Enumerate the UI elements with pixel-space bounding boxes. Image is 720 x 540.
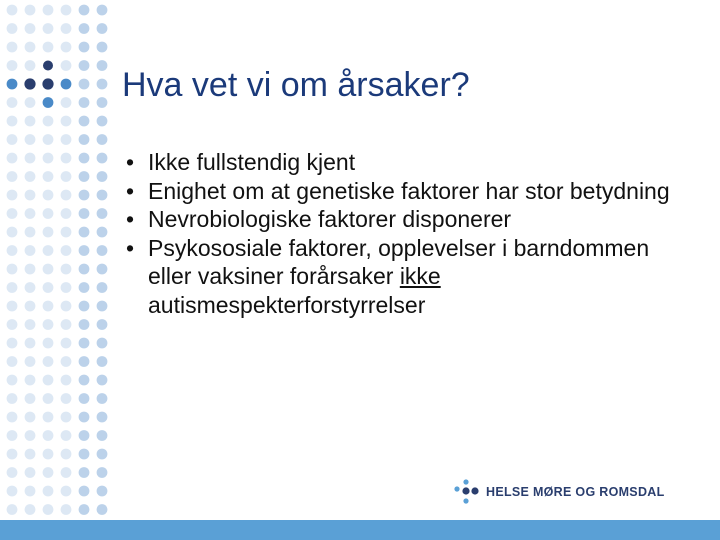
grid-dot <box>43 393 54 404</box>
grid-dot <box>79 79 90 90</box>
grid-dot <box>25 467 36 478</box>
grid-dot <box>43 412 54 423</box>
grid-dot <box>61 23 72 34</box>
grid-dot <box>7 504 18 515</box>
grid-dot <box>97 171 108 182</box>
grid-dot <box>43 301 54 312</box>
grid-dot <box>79 42 90 53</box>
grid-dot <box>97 245 108 256</box>
grid-dot <box>25 486 36 497</box>
grid-dot <box>7 171 18 182</box>
grid-dot <box>61 208 72 219</box>
grid-dot <box>61 79 72 90</box>
grid-dot <box>7 245 18 256</box>
grid-dot <box>25 449 36 460</box>
grid-dot <box>43 190 54 201</box>
grid-dot <box>42 78 53 89</box>
footer-bar <box>0 520 720 540</box>
grid-dot <box>7 467 18 478</box>
grid-dot <box>43 42 54 53</box>
grid-dot <box>79 449 90 460</box>
grid-dot <box>79 5 90 16</box>
grid-dot <box>7 356 18 367</box>
grid-dot <box>25 134 36 145</box>
grid-dot <box>79 486 90 497</box>
grid-dot <box>7 116 18 127</box>
grid-dot <box>97 356 108 367</box>
grid-dot <box>79 282 90 293</box>
grid-dot <box>43 245 54 256</box>
grid-dot <box>97 60 108 71</box>
grid-dot <box>61 412 72 423</box>
grid-dot <box>61 356 72 367</box>
grid-dot <box>97 504 108 515</box>
grid-dot <box>97 79 108 90</box>
grid-dot <box>7 449 18 460</box>
grid-dot <box>7 153 18 164</box>
grid-dot <box>7 97 18 108</box>
grid-dot <box>25 356 36 367</box>
grid-dot <box>43 227 54 238</box>
grid-dot <box>43 23 54 34</box>
grid-dot <box>97 23 108 34</box>
grid-dot <box>43 449 54 460</box>
grid-dot <box>7 264 18 275</box>
grid-dot <box>61 393 72 404</box>
grid-dot <box>79 153 90 164</box>
grid-dot <box>61 449 72 460</box>
grid-dot <box>97 282 108 293</box>
grid-dot <box>97 430 108 441</box>
grid-dot <box>61 153 72 164</box>
grid-dot <box>7 42 18 53</box>
grid-dot <box>61 504 72 515</box>
grid-dot <box>25 97 36 108</box>
grid-dot <box>43 486 54 497</box>
grid-dot <box>25 430 36 441</box>
grid-dot <box>7 5 18 16</box>
grid-dot <box>79 375 90 386</box>
grid-dot <box>61 42 72 53</box>
grid-dot <box>79 393 90 404</box>
grid-dot <box>79 208 90 219</box>
grid-dot <box>79 23 90 34</box>
grid-dot <box>61 282 72 293</box>
grid-dot <box>25 5 36 16</box>
grid-dot <box>61 486 72 497</box>
grid-dot <box>43 208 54 219</box>
grid-dot <box>25 116 36 127</box>
grid-dot <box>43 61 53 71</box>
emphasis-word: ikke <box>399 263 441 289</box>
bullet-item: • Ikke fullstendig kjent <box>122 148 692 177</box>
logo-dots-icon <box>452 478 480 506</box>
grid-dot <box>79 245 90 256</box>
grid-dot <box>97 208 108 219</box>
grid-dot <box>61 467 72 478</box>
grid-dot <box>79 301 90 312</box>
grid-dot <box>79 171 90 182</box>
grid-dot <box>25 60 36 71</box>
grid-dot <box>25 171 36 182</box>
grid-dot <box>61 264 72 275</box>
grid-dot <box>61 60 72 71</box>
bullet-item: • Nevrobiologiske faktorer disponerer <box>122 205 692 234</box>
grid-dot <box>61 134 72 145</box>
decorative-dot-grid <box>0 0 110 520</box>
grid-dot <box>25 264 36 275</box>
grid-dot <box>25 319 36 330</box>
grid-dot <box>25 412 36 423</box>
grid-dot <box>97 153 108 164</box>
grid-dot <box>25 190 36 201</box>
grid-dot <box>25 23 36 34</box>
grid-dot <box>7 338 18 349</box>
grid-dot <box>25 393 36 404</box>
grid-dot <box>7 79 18 90</box>
grid-dot <box>97 97 108 108</box>
grid-dot <box>7 393 18 404</box>
grid-dot <box>7 190 18 201</box>
grid-dot <box>7 486 18 497</box>
grid-dot <box>79 356 90 367</box>
grid-dot <box>97 264 108 275</box>
grid-dot <box>7 208 18 219</box>
grid-dot <box>24 78 35 89</box>
grid-dot <box>43 282 54 293</box>
grid-dot <box>97 338 108 349</box>
grid-dot <box>97 449 108 460</box>
bullet-item: • Psykososiale faktorer, opplevelser i barndommen eller vaksiner forårsaker ikke autismespekterforstyrrelser <box>122 234 692 320</box>
grid-dot <box>25 504 36 515</box>
grid-dot <box>43 97 54 108</box>
grid-dot <box>97 375 108 386</box>
grid-dot <box>79 60 90 71</box>
grid-dot <box>97 412 108 423</box>
logo-text: HELSE MØRE OG ROMSDAL <box>486 485 665 499</box>
grid-dot <box>25 227 36 238</box>
grid-dot <box>7 412 18 423</box>
grid-dot <box>25 301 36 312</box>
grid-dot <box>97 227 108 238</box>
grid-dot <box>43 5 54 16</box>
grid-dot <box>97 393 108 404</box>
grid-dot <box>61 301 72 312</box>
grid-dot <box>61 430 72 441</box>
grid-dot <box>25 245 36 256</box>
grid-dot <box>7 375 18 386</box>
grid-dot <box>7 319 18 330</box>
grid-dot <box>7 282 18 293</box>
grid-dot <box>79 338 90 349</box>
grid-dot <box>79 504 90 515</box>
grid-dot <box>43 356 54 367</box>
grid-dot <box>25 375 36 386</box>
grid-dot <box>97 116 108 127</box>
grid-dot <box>43 467 54 478</box>
grid-dot <box>61 116 72 127</box>
grid-dot <box>25 42 36 53</box>
grid-dot <box>97 467 108 478</box>
grid-dot <box>61 227 72 238</box>
grid-dot <box>97 134 108 145</box>
grid-dot <box>43 430 54 441</box>
slide-title: Hva vet vi om årsaker? <box>122 66 470 104</box>
grid-dot <box>43 171 54 182</box>
grid-dot <box>7 60 18 71</box>
grid-dot <box>61 97 72 108</box>
grid-dot <box>25 338 36 349</box>
grid-dot <box>7 430 18 441</box>
grid-dot <box>61 171 72 182</box>
grid-dot <box>97 319 108 330</box>
grid-dot <box>79 264 90 275</box>
bullet-list <box>122 148 692 319</box>
grid-dot <box>43 134 54 145</box>
grid-dot <box>61 338 72 349</box>
grid-dot <box>43 375 54 386</box>
grid-dot <box>7 301 18 312</box>
grid-dot <box>79 134 90 145</box>
grid-dot <box>43 153 54 164</box>
grid-dot <box>79 430 90 441</box>
grid-dot <box>79 319 90 330</box>
grid-dot <box>25 153 36 164</box>
grid-dot <box>43 264 54 275</box>
grid-dot <box>61 5 72 16</box>
grid-dot <box>43 338 54 349</box>
grid-dot <box>79 116 90 127</box>
grid-dot <box>61 245 72 256</box>
grid-dot <box>79 190 90 201</box>
grid-dot <box>7 227 18 238</box>
grid-dot <box>7 134 18 145</box>
organization-logo <box>452 478 665 506</box>
grid-dot <box>97 5 108 16</box>
grid-dot <box>61 319 72 330</box>
grid-dot <box>43 116 54 127</box>
grid-dot <box>97 190 108 201</box>
grid-dot <box>79 227 90 238</box>
grid-dot <box>97 301 108 312</box>
grid-dot <box>43 504 54 515</box>
grid-dot <box>97 42 108 53</box>
grid-dot <box>7 23 18 34</box>
grid-dot <box>97 486 108 497</box>
grid-dot <box>79 467 90 478</box>
grid-dot <box>79 97 90 108</box>
grid-dot <box>43 319 54 330</box>
grid-dot <box>61 375 72 386</box>
grid-dot <box>79 412 90 423</box>
bullet-item: • Enighet om at genetiske faktorer har stor betydning <box>122 177 692 206</box>
grid-dot <box>25 208 36 219</box>
grid-dot <box>25 282 36 293</box>
grid-dot <box>61 190 72 201</box>
